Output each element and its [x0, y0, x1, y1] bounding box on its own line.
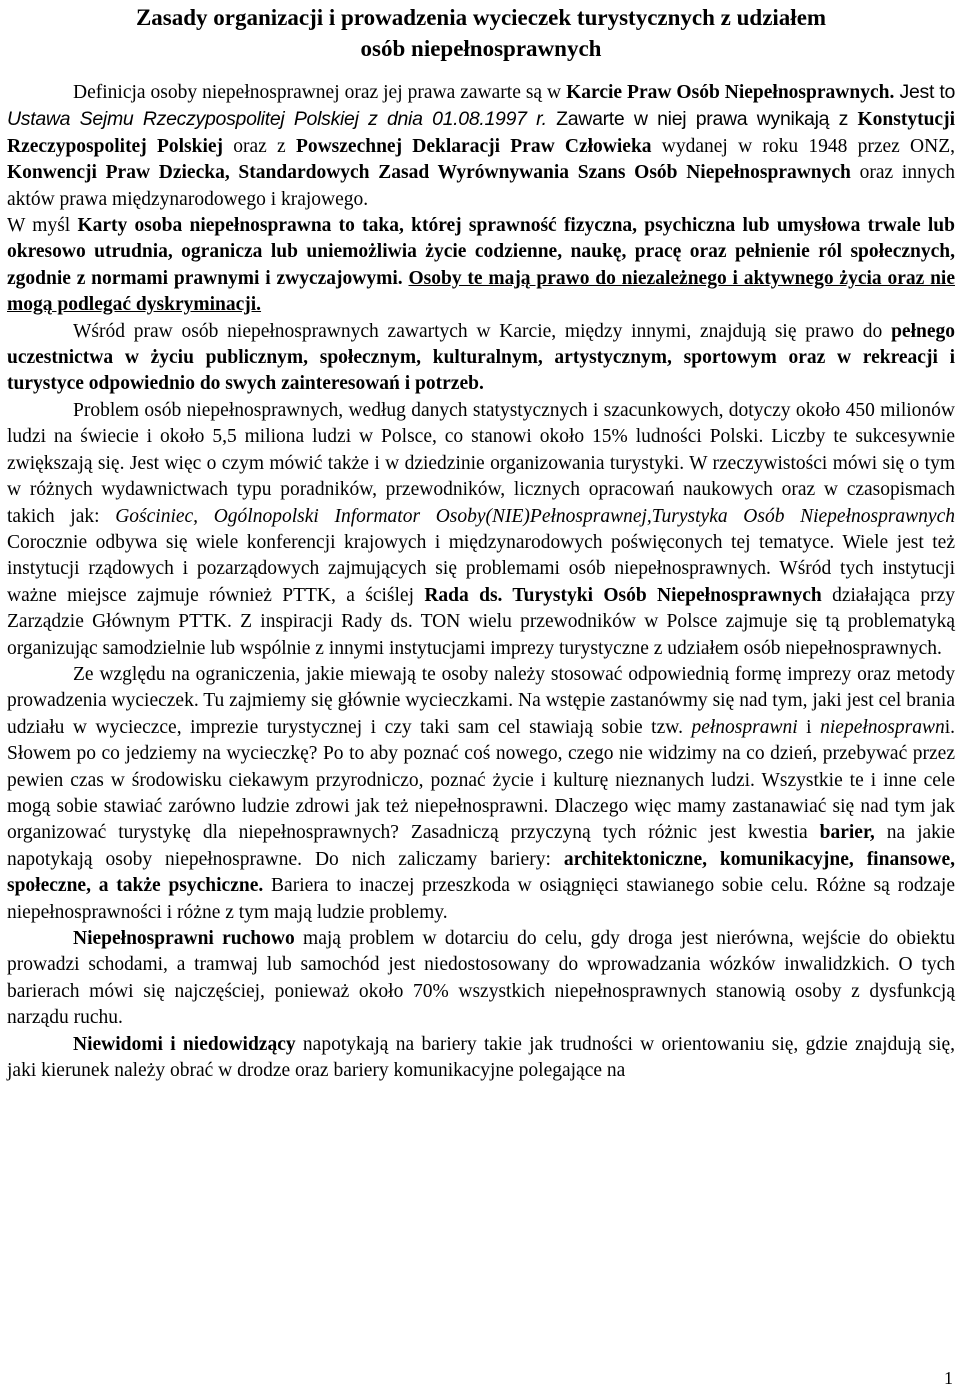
bold-konwencja: Konwencji Praw Dziecka, Standardowych Zasad Wyrównywania Szans Osób Niepełnosprawnych [7, 162, 851, 184]
italic-niepelnosprawni: niepełnosprawn [820, 716, 945, 738]
text-run: oraz z [223, 135, 296, 157]
paragraph-definition [7, 79, 955, 213]
paragraph-rights [7, 319, 955, 398]
bold-rada-ton: Rada ds. Turystyki Osób Niepełnosprawnych [424, 584, 822, 606]
bold-niewidomi: Niewidomi i niedowidzący [73, 1033, 296, 1055]
text-run: Wśród praw osób niepełnosprawnych zawartych w Karcie, między innymi, znajdują się prawo do [73, 320, 892, 342]
italic-publications: Gościniec, Ogólnopolski Informator Osoby(NIE)Pełnosprawnej,Turystyka Osób Niepełnosprawnych [115, 505, 955, 527]
bold-participation: pełnego uczestnictwa w życiu publicznym, społecznym, kulturalnym, artystycznym, sportowym oraz w rekreacji i turystyce odpowiednio do swych zainteresowań i potrzeb. [7, 320, 955, 395]
bold-underlined-rights: Osoby te mają prawo do niezależnego i aktywnego życia oraz nie mogą podlegać dyskryminacji. [7, 267, 955, 316]
paragraph-blind [7, 1032, 955, 1085]
document-title [7, 0, 955, 64]
bold-barrier-types: architektoniczne, komunikacyjne, finansowe, społeczne, a także psychiczne. [7, 848, 955, 897]
text-run: W myśl [7, 215, 78, 237]
text-run: Zawarte w niej prawa wynikają z [546, 108, 858, 131]
italic-ustawa: Ustawa Sejmu Rzeczypospolitej Polskiej z dnia 01.08.1997 r. [7, 108, 547, 131]
bold-barier: barier, [819, 822, 875, 844]
title-line-2: osób niepełnosprawnych [360, 36, 602, 61]
paragraph-karta-definition [7, 213, 955, 319]
text-run: wydanej w roku 1948 przez ONZ, [651, 135, 955, 157]
page-number: 1 [944, 1368, 953, 1388]
text-run: i. Słowem po co jedziemy na wycieczkę? Po to aby poznać coś nowego, czego nie widzimy na co dzień, przebywać przez pewien czas w środowisku ciekawym przyrodniczo, poznać życie i kulturę nieznanych ludzi. Wszystkie te i inne cele mogą sobie stawiać zarówno ludzie zdrowi jak też niepełnosprawni. Dlaczego więc mamy zastanawiać się nad tym jak organizować turystykę dla niepełnosprawnych? Zasadniczą przyczyną tych różnic jest kwestia [7, 716, 956, 844]
bold-karta-title: Karcie Praw Osób Niepełnosprawnych. [566, 82, 895, 103]
text-run: działająca przy Zarządzie Głównym PTTK. Z inspiracji Rady ds. TON wielu przewodników w Polsce zajmuje się tą problematyką organizując samodzielnie lub wspólnie z innymi instytucjami imprezy turystyczne z udziałem osób niepełnosprawnych. [7, 584, 955, 659]
text-run: na jakie napotykają osoby niepełnosprawne. Do nich zaliczamy bariery: [7, 822, 955, 870]
paragraph-problem [7, 398, 955, 662]
text-run: napotykają na bariery takie jak trudności w orientowaniu się, gdzie znajdują się, jaki kierunek należy obrać w drodze oraz bariery komunikacyjne polegające na [7, 1033, 955, 1082]
bold-definition: Karty osoba niepełnosprawna to taka, której sprawność fizyczna, psychiczna lub umysłowa trwale lub okresowo utrudnia, ogranicza lub uniemożliwia życie codzienne, naukę, pracę oraz pełnienie ról społecznych, zgodnie z normami prawnymi i zwyczajowymi. [7, 215, 955, 289]
text-run: Bariera to inaczej przeszkoda w osiągnięci stawianego sobie celu. Różne są rodzaje niepełnosprawności i różne z tym mają ludzie problemy. [7, 875, 955, 923]
text-run: i [797, 716, 821, 738]
text-run: Corocznie odbywa się wiele konferencji krajowych i międzynarodowych poświęconych tej tematyce. Wiele jest też instytucji rządowych i pozarządowych zajmujących się problemami osób niepełnosprawnych. Wśród tych instytucji ważne miejsce zajmuje również PTTK, a ściślej [7, 531, 955, 606]
text-run: Problem osób niepełnosprawnych, według danych statystycznych i szacunkowych, dotyczy około 450 milionów ludzi na świecie i około 5,5 miliona ludzi w Polsce, co stanowi około 15% ludności Polski. Liczby te sukcesywnie zwiększają się. Jest więc o czym mówić także i w dziedzinie organizowania turystyki. W rzeczywistości mówi się o tym w różnych wydawnictwach typu poradników, przewodników, licznych opracowań naukowych oraz w czasopismach takich jak: [7, 399, 955, 527]
italic-pelnosprawni: pełnosprawni [691, 716, 798, 738]
text-run: Ze względu na ograniczenia, jakie miewają te osoby należy stosować odpowiednią formę imprezy oraz metody prowadzenia wycieczek. Tu zajmiemy się głównie wycieczkami. Na wstępie zastanówmy się nad tym, jaki jest cel brania udziału w wycieczce, imprezie turystycznej i czy taki sam cel stawiają sobie tzw. [7, 663, 955, 738]
text-run: Definicja osoby niepełnosprawnej oraz jej prawa zawarte są w [73, 82, 567, 103]
paragraph-mobility [7, 926, 955, 1032]
document-page [7, 0, 955, 1390]
text-run: oraz innych aktów prawa międzynarodowego i krajowego. [7, 162, 955, 210]
bold-konstytucja: Konstytucji Rzeczypospolitej Polskiej [7, 109, 955, 157]
text-run: mają problem w dotarciu do celu, gdy droga jest nierówna, wejście do obiektu prowadzi schodami, a tramwaj lub samochód jest niedostosowany do wprowadzania wózków inwalidzkich. O tych barierach mówi się najczęściej, ponieważ około 70% wszystkich niepełnosprawnych stanowią osoby z dysfunkcją narządu ruchu. [7, 928, 956, 1029]
title-line-1: Zasady organizacji i prowadzenia wycieczek turystycznych z udziałem [135, 5, 827, 30]
bold-deklaracja: Powszechnej Deklaracji Praw Człowieka [295, 135, 652, 157]
text-run: Jest to [894, 81, 955, 103]
bold-ruchowo: Niepełnosprawni ruchowo [73, 928, 295, 949]
paragraph-barriers [7, 662, 955, 926]
